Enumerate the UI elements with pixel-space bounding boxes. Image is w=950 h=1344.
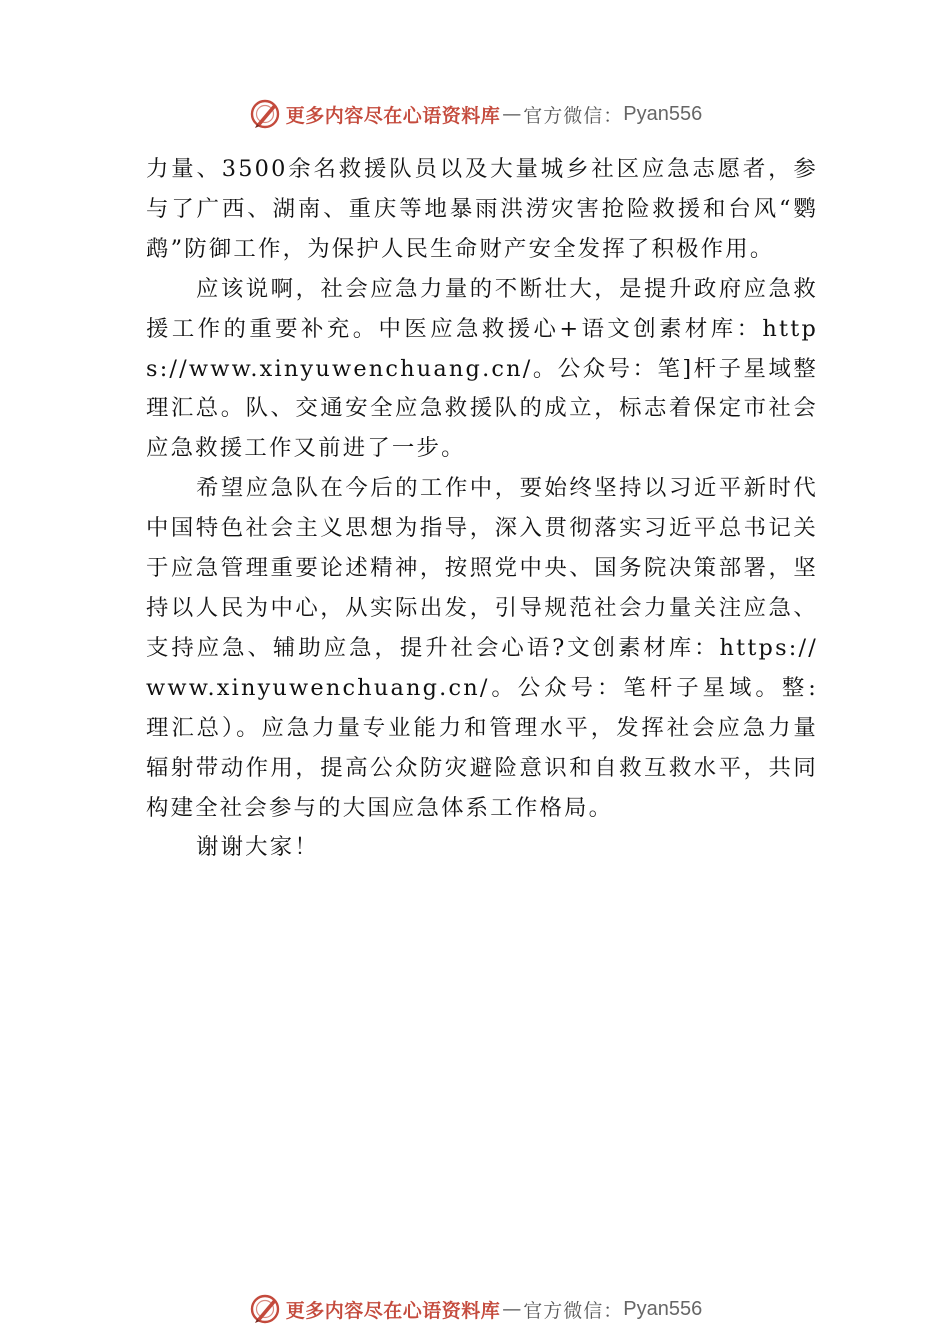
paragraph-4: 谢谢大家！	[196, 834, 319, 861]
footer-wechat-label: 官方微信：	[523, 1299, 624, 1322]
header-brand: 更多内容尽在心语资料库	[285, 104, 501, 127]
header-banner-inner	[248, 97, 703, 131]
header-dash: —	[502, 103, 522, 125]
footer-banner-inner	[248, 1292, 703, 1326]
header-wechat-id: Pyan556	[623, 102, 703, 125]
footer-dash: —	[502, 1298, 522, 1320]
paragraph-2: 应该说啊，社会应急力量的不断壮大，是提升政府应急救援工作的重要补充。中医应急救援心+语文创素材库：https://www.xinyuwenchuang.cn/。公众号：笔]杆子星域整理汇总。队、交通安全应急救援队的成立，标志着保定市社会应急救援工作又前进了一步。	[146, 275, 818, 462]
pen-seal-logo-icon	[248, 1292, 282, 1326]
footer-wechat-id: Pyan556	[623, 1297, 703, 1320]
paragraph-1: 力量、3500余名救援队员以及大量城乡社区应急志愿者，参与了广西、湖南、重庆等地暴雨洪涝灾害抢险救援和台风“鹦鹉”防御工作，为保护人民生命财产安全发挥了积极作用。	[146, 156, 818, 262]
header-wechat-label: 官方微信：	[523, 104, 624, 127]
footer-brand: 更多内容尽在心语资料库	[285, 1299, 501, 1322]
document-body	[146, 150, 818, 868]
pen-seal-logo-icon	[248, 97, 282, 131]
header-banner	[0, 94, 950, 134]
paragraph-3: 希望应急队在今后的工作中，要始终坚持以习近平新时代中国特色社会主义思想为指导，深入贯彻落实习近平总书记关于应急管理重要论述精神，按照党中央、国务院决策部署，坚持以人民为中心，从实际出发，引导规范社会力量关注应急、支持应急、辅助应急，提升社会心语?文创素材库：https://www.xinyuwenchuang.cn/。公众号：笔杆子星域。整:理汇总）。应急力量专业能力和管理水平，发挥社会应急力量辐射带动作用，提高公众防灾避险意识和自救互救水平，共同构建全社会参与的大国应急体系工作格局。	[146, 475, 818, 821]
footer-banner	[0, 1289, 950, 1329]
